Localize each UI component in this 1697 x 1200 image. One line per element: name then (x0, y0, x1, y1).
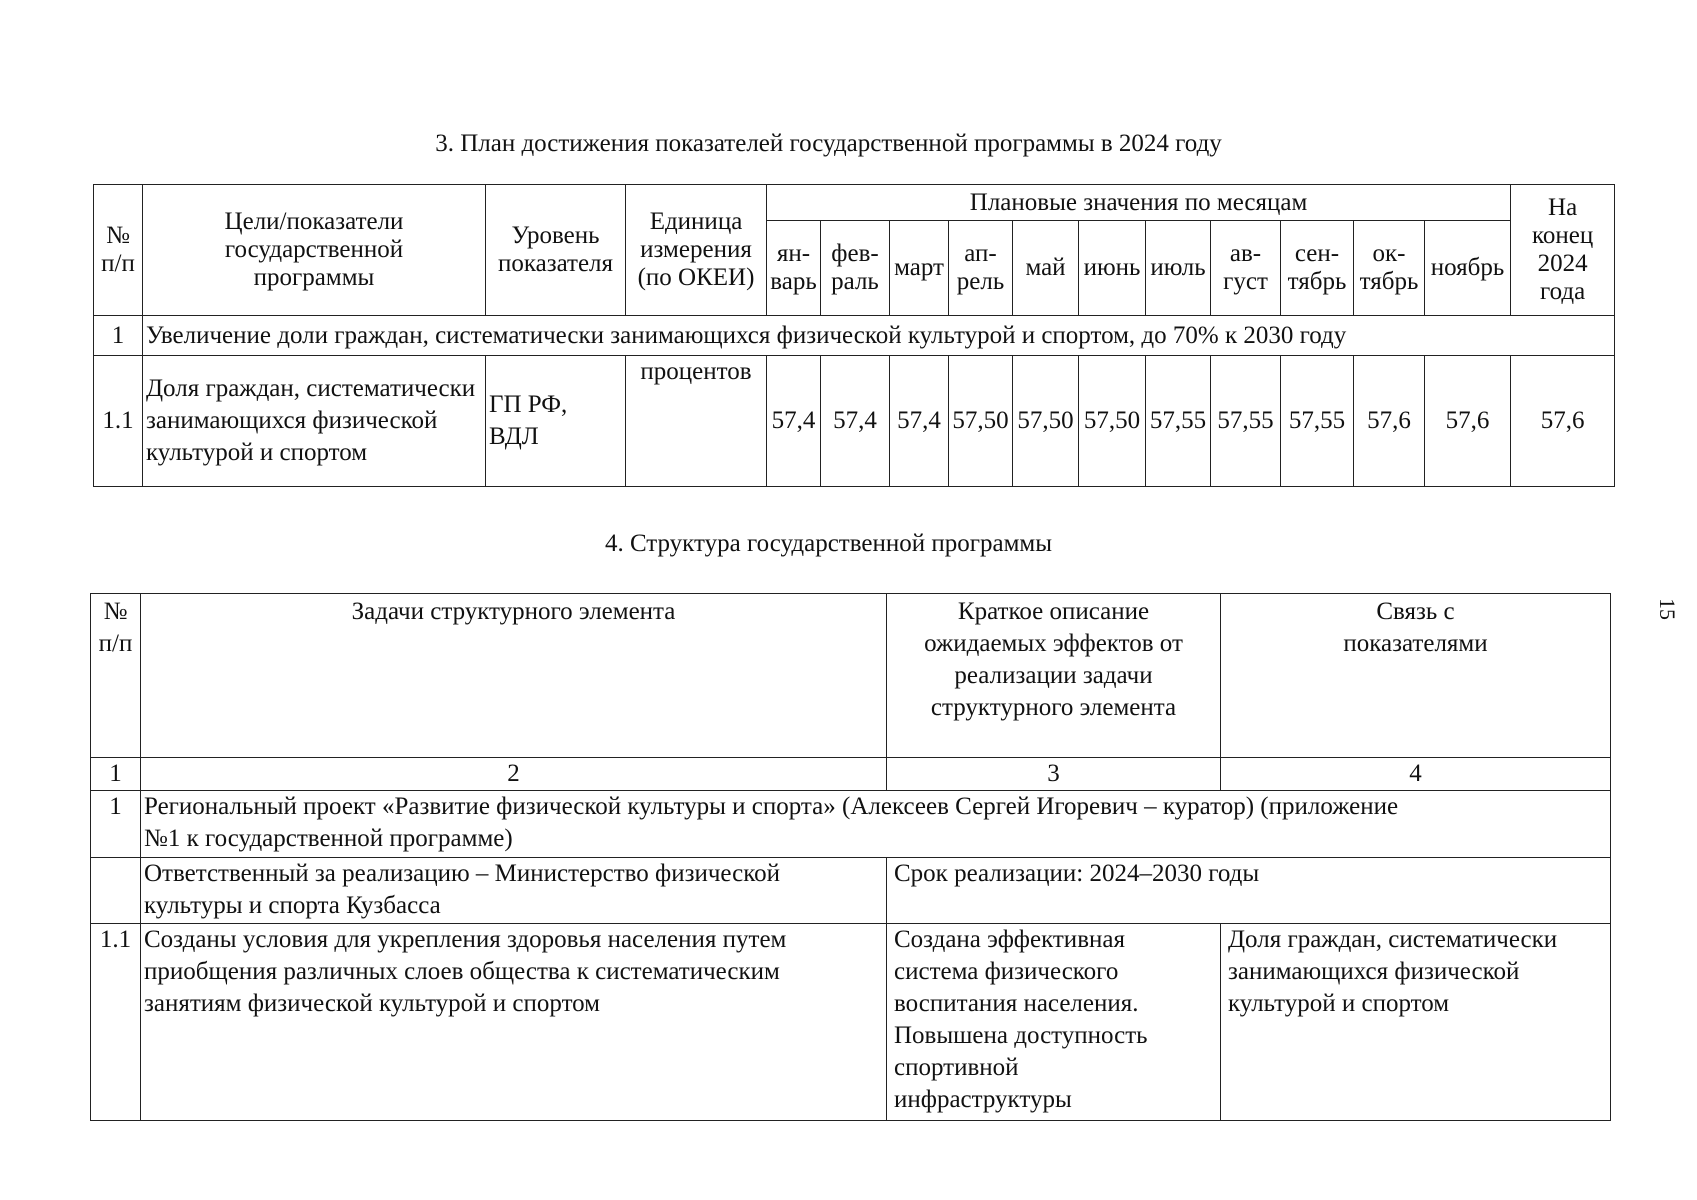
month-header: март (890, 221, 949, 316)
indicator-unit: процентов (626, 356, 767, 487)
project-text: Региональный проект «Развитие физической культуры и спорта» (Алексеев Сергей Игоревич – куратор) (приложение №1 к государственной программе) (141, 791, 1611, 858)
link-text: Доля граждан, систематически занимающихся физической культурой и спортом (1221, 924, 1611, 1121)
indicators-plan-table (93, 184, 1615, 487)
month-value: 57,4 (890, 356, 949, 487)
goal-num: 1 (94, 316, 143, 356)
column-number: 3 (887, 758, 1221, 791)
month-value: 57,55 (1281, 356, 1354, 487)
indicator-level: ГП РФ, ВДЛ (486, 356, 626, 487)
indicator-row (94, 356, 1615, 487)
month-header: ав-густ (1211, 221, 1281, 316)
term-text: Срок реализации: 2024–2030 годы (887, 858, 1611, 924)
indicator-name: Доля граждан, систематически занимающихся физической культурой и спортом (143, 356, 486, 487)
s4-header-tasks: Задачи структурного элемента (141, 594, 887, 758)
section4-title: 4. Структура государственной программы (604, 530, 1053, 557)
month-value: 57,6 (1425, 356, 1511, 487)
column-numbers-row (91, 758, 1611, 791)
month-value: 57,55 (1146, 356, 1211, 487)
month-header: ноябрь (1425, 221, 1511, 316)
section3-title: 3. План достижения показателей государственной программы в 2024 году (435, 130, 1222, 157)
indicator-num: 1.1 (94, 356, 143, 487)
header-unit: Единица измерения (по ОКЕИ) (626, 185, 767, 316)
month-value: 57,50 (949, 356, 1013, 487)
header-planned: Плановые значения по месяцам (767, 185, 1511, 221)
header-level: Уровень показателя (486, 185, 626, 316)
header-end: На конец 2024 года (1511, 185, 1615, 316)
project-num: 1 (91, 791, 141, 858)
effect-text: Создана эффективная система физического воспитания населения. Повышена доступность спортивной инфраструктуры (887, 924, 1221, 1121)
month-header: ок-тябрь (1354, 221, 1425, 316)
s4-header-num: № п/п (91, 594, 141, 758)
end-year-value: 57,6 (1511, 356, 1615, 487)
header-goals: Цели/показатели государственной программы (143, 185, 486, 316)
header-num: № п/п (94, 185, 143, 316)
month-value: 57,50 (1079, 356, 1146, 487)
task-num: 1.1 (91, 924, 141, 1121)
page-number: 15 (1655, 598, 1680, 620)
month-value: 57,6 (1354, 356, 1425, 487)
month-value: 57,55 (1211, 356, 1281, 487)
s4-header-link: Связь с показателями (1221, 594, 1611, 758)
month-header: май (1013, 221, 1079, 316)
month-header: ап-рель (949, 221, 1013, 316)
month-header: ян-варь (767, 221, 821, 316)
column-number: 2 (141, 758, 887, 791)
responsible-empty-cell (91, 858, 141, 924)
responsible-text: Ответственный за реализацию – Министерство физической культуры и спорта Кузбасса (141, 858, 887, 924)
month-value: 57,4 (767, 356, 821, 487)
month-header: сен-тябрь (1281, 221, 1354, 316)
month-header: июнь (1079, 221, 1146, 316)
month-value: 57,4 (821, 356, 890, 487)
month-value: 57,50 (1013, 356, 1079, 487)
month-header: июль (1146, 221, 1211, 316)
column-number: 1 (91, 758, 141, 791)
task-text: Созданы условия для укрепления здоровья населения путем приобщения различных слоев общества к систематическим занятиям физической культурой и спортом (141, 924, 887, 1121)
month-header: фев-раль (821, 221, 890, 316)
program-structure-table (90, 593, 1611, 1121)
column-number: 4 (1221, 758, 1611, 791)
s4-header-effects: Краткое описание ожидаемых эффектов от реализации задачи структурного элемента (887, 594, 1221, 758)
goal-text: Увеличение доли граждан, систематически занимающихся физической культурой и спортом, до 70% к 2030 году (143, 316, 1615, 356)
